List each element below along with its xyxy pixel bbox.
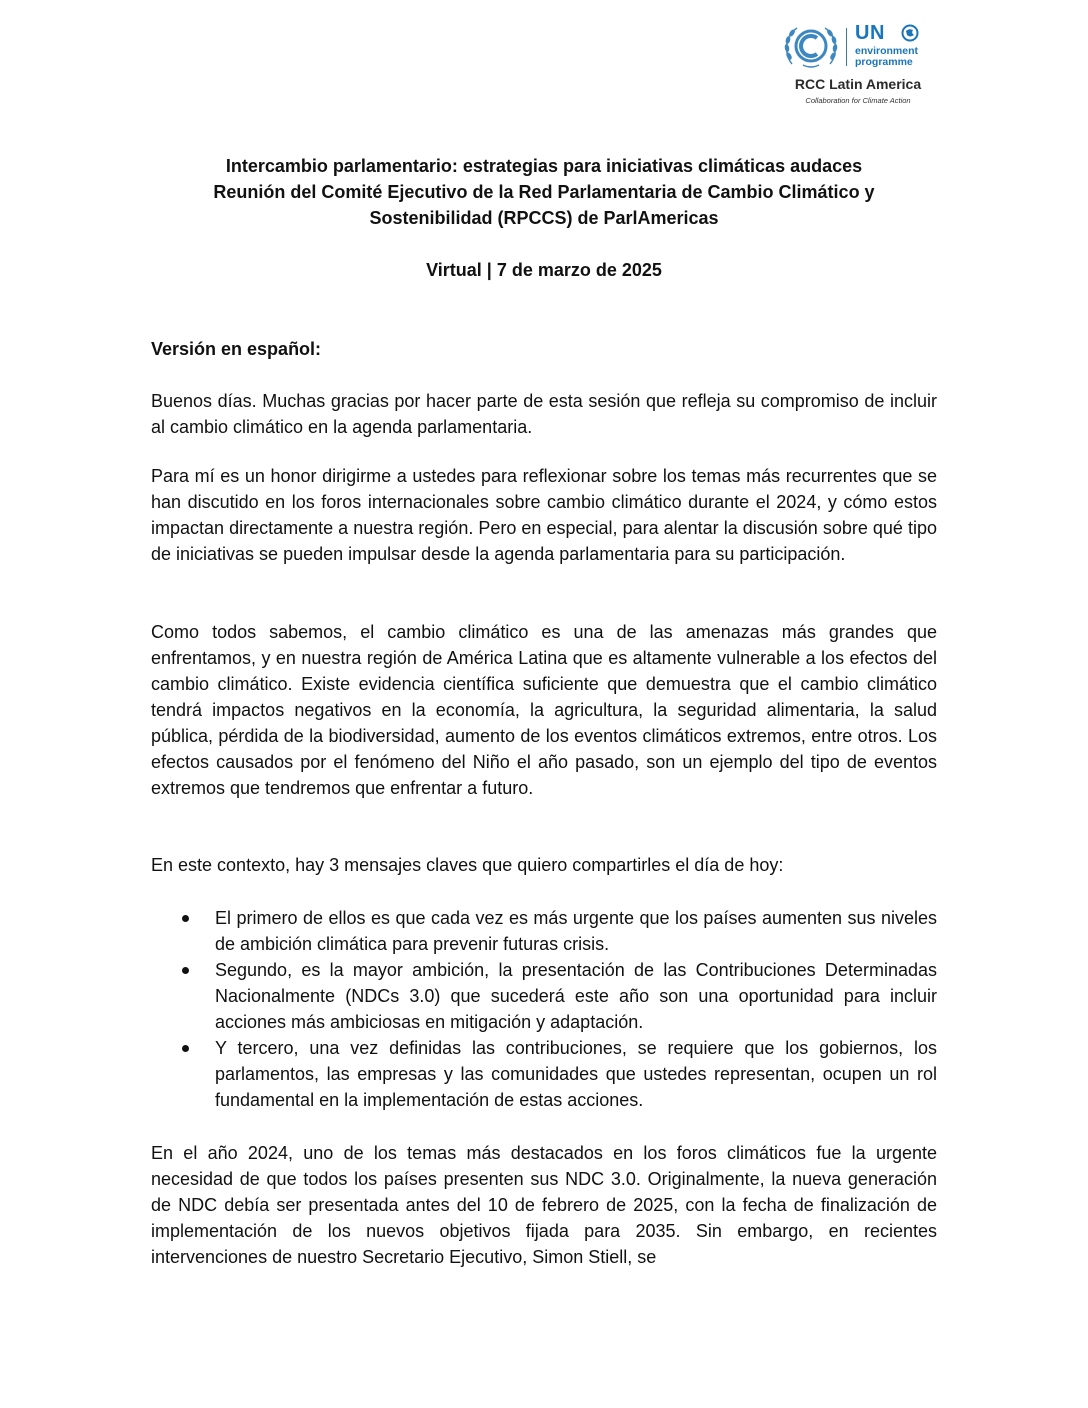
list-item bbox=[151, 1035, 937, 1113]
paragraph-key-messages-intro: En este contexto, hay 3 mensajes claves que quiero compartirles el día de hoy: bbox=[151, 855, 784, 875]
bullet-icon bbox=[182, 915, 189, 922]
title-line: Reunión del Comité Ejecutivo de la Red Parlamentaria de Cambio Climático y bbox=[213, 182, 875, 202]
list-item bbox=[151, 905, 937, 957]
rcc-latin-america-logo bbox=[783, 22, 933, 114]
logo-row bbox=[783, 22, 933, 70]
document-title bbox=[150, 153, 938, 231]
unep-un-text: UN bbox=[855, 22, 885, 44]
logo-divider bbox=[846, 28, 847, 66]
list-item bbox=[151, 957, 937, 1035]
section-heading: Versión en español: bbox=[151, 339, 322, 359]
paragraph-honor: Para mí es un honor dirigirme a ustedes para reflexionar sobre los temas más recurrentes que se han discutido en los foros internacionales sobre cambio climático durante el 2024, y cómo estos impactan directamente a nuestra región. Pero en especial, para alentar la discusión sobre qué tipo de iniciativas se pueden impulsar desde la agenda parlamentaria para su participación. bbox=[151, 466, 937, 564]
unep-line-environment: environment bbox=[855, 45, 919, 57]
unep-globe-icon bbox=[901, 24, 919, 42]
list-item-text: Segundo, es la mayor ambición, la presentación de las Contribuciones Determinadas Nacionalmente (NDCs 3.0) que sucederá este año son una oportunidad para incluir acciones más ambiciosas en mitigación y adaptación. bbox=[215, 960, 937, 1032]
unep-line-programme: programme bbox=[855, 56, 913, 68]
bullet-icon bbox=[182, 967, 189, 974]
title-line: Intercambio parlamentario: estrategias para iniciativas climáticas audaces bbox=[225, 156, 863, 176]
unfccc-emblem-icon bbox=[783, 24, 839, 70]
rcc-title: RCC Latin America bbox=[794, 76, 922, 92]
key-messages-list bbox=[151, 905, 937, 1113]
bullet-icon bbox=[182, 1045, 189, 1052]
title-line: Sostenibilidad (RPCCS) de ParlAmericas bbox=[369, 208, 719, 228]
paragraph-context: Como todos sabemos, el cambio climático es una de las amenazas más grandes que enfrentamos, y en nuestra región de América Latina que es altamente vulnerable a los efectos del cambio climático. Existe evidencia científica suficiente que demuestra que el cambio climático tendrá impactos negativos en la economía, la agricultura, la seguridad alimentaria, la salud pública, pérdida de la biodiversidad, aumento de los eventos climáticos extremos, entre otros. Los efectos causados por el fenómeno del Niño el año pasado, son un ejemplo del tipo de eventos extremos que tendremos que enfrentar a futuro. bbox=[151, 622, 937, 798]
list-item-text: El primero de ellos es que cada vez es más urgente que los países aumenten sus niveles de ambición climática para prevenir futuras crisis. bbox=[215, 908, 937, 954]
event-date: Virtual | 7 de marzo de 2025 bbox=[426, 260, 662, 280]
rcc-subtitle: Collaboration for Climate Action bbox=[805, 96, 911, 105]
paragraph-greeting: Buenos días. Muchas gracias por hacer parte de esta sesión que refleja su compromiso de incluir al cambio climático en la agenda parlamentaria. bbox=[151, 391, 937, 437]
paragraph-ndc-2024: En el año 2024, uno de los temas más destacados en los foros climáticos fue la urgente necesidad de que todos los países presenten sus NDC 3.0. Originalmente, la nueva generación de NDC debía ser presentada antes del 10 de febrero de 2025, con la fecha de finalización de implementación de los nuevos objetivos fijada para 2035. Sin embargo, en recientes intervenciones de nuestro Secretario Ejecutivo, Simon Stiell, se bbox=[151, 1143, 937, 1267]
list-item-text: Y tercero, una vez definidas las contribuciones, se requiere que los gobiernos, los parlamentos, las empresas y las comunidades que ustedes representan, ocupen un rol fundamental en la implementación de estas acciones. bbox=[215, 1038, 937, 1110]
